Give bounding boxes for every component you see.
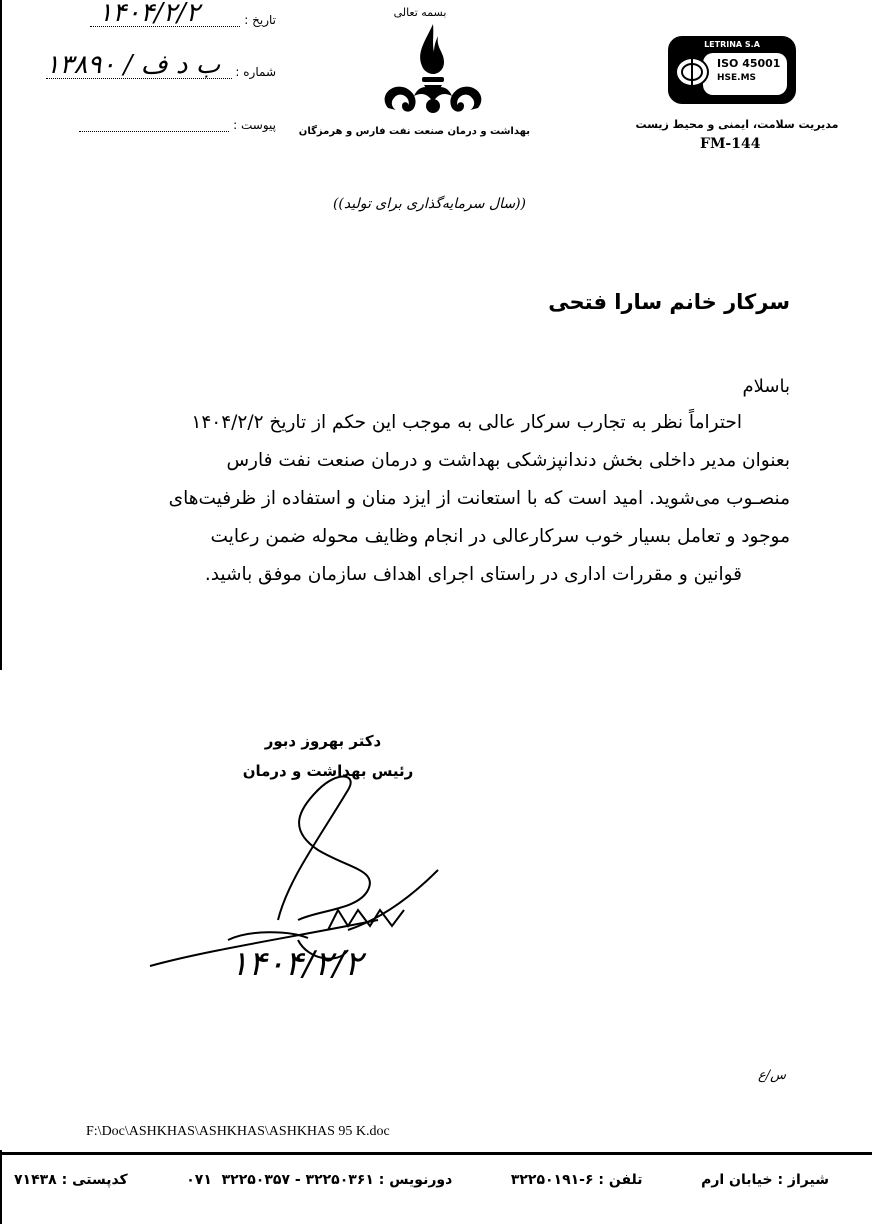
org-name: بهداشت و درمان صنعت نفت فارس و هرمزگان [298, 126, 530, 137]
greeting: باسلام [742, 376, 790, 397]
attachment-row [66, 118, 276, 132]
attachment-label: پیوست : [233, 118, 276, 132]
form-code: FM-144 [700, 136, 761, 152]
cert-system: HSE.MS [717, 73, 757, 83]
page-edge-left-footer [0, 1150, 2, 1224]
globe-icon [675, 57, 709, 87]
number-handwritten: ب د ف / ۱۳۸۹۰ [45, 50, 221, 80]
signer-name: دکتر بهروز دبور [264, 732, 382, 750]
attachment-field [79, 123, 229, 132]
body-line-2: بعنوان مدیر داخلی بخش دندانپزشکی بهداشت و درمان صنعت نفت فارس [226, 450, 790, 471]
page-edge-left [0, 0, 2, 670]
nioc-flame-logo-icon [378, 22, 488, 114]
bismillah: بسمه تعالی [393, 6, 447, 19]
recipient: سرکار خانم سارا فتحی [548, 290, 790, 314]
body-line-3: منصـوب می‌شوید. امید است که با استعانت از ایزد منان و استفاده از ظرفیت‌های [168, 488, 790, 509]
letter-body [108, 404, 790, 594]
footer-postal-code: کدپستی : ۷۱۴۳۸ [14, 1172, 128, 1188]
number-field [45, 50, 232, 80]
footer-address: شیراز : خیابان ارم [701, 1172, 829, 1188]
footer-divider [2, 1152, 872, 1155]
signature-date-handwritten: ۱۴۰۴/۲/۲ [230, 944, 363, 984]
date-handwritten: ۱۴۰۴/۲/۲ [98, 0, 200, 28]
date-field [90, 0, 240, 28]
file-path: F:\Doc\ASHKHAS\ASHKHAS\ASHKHAS 95 K.doc [86, 1124, 390, 1139]
date-row [66, 0, 276, 28]
hse-caption: مدیریت سلامت، ایمنی و محیط زیست [635, 118, 839, 131]
footer-phone: تلفن : ۶-۳۲۲۵۰۱۹۱ [510, 1172, 643, 1188]
cert-standard: ISO 45001 [717, 57, 781, 70]
iso-cert-logo [668, 36, 796, 104]
number-label: شماره : [235, 65, 276, 79]
body-line-5: قوانین و مقررات اداری در راستای اجرای اهداف سازمان موفق باشید. [204, 564, 742, 585]
number-row [30, 50, 276, 80]
body-line-4: موجود و تعامل بسیار خوب سرکارعالی در انجام وظایف محوله ضمن رعایت [210, 526, 790, 547]
footer-fax: دورنویس : ۳۲۲۵۰۳۶۱ - ۳۲۲۵۰۳۵۷ ۰۷۱ [186, 1172, 453, 1188]
cert-top-text: LETRINA S.A [704, 40, 760, 49]
year-motto: ((سال سرمایه‌گذاری برای تولید)) [332, 196, 526, 212]
reference-initials: س/ع [758, 1068, 787, 1083]
body-line-1: احتراماً نظر به تجارب سرکار عالی به موجب این حکم از تاریخ ۱۴۰۴/۲/۲ [191, 412, 742, 433]
date-label: تاریخ : [244, 13, 276, 27]
signer-title: رئیس بهداشت و درمان [242, 762, 414, 780]
footer-contact [14, 1172, 829, 1188]
